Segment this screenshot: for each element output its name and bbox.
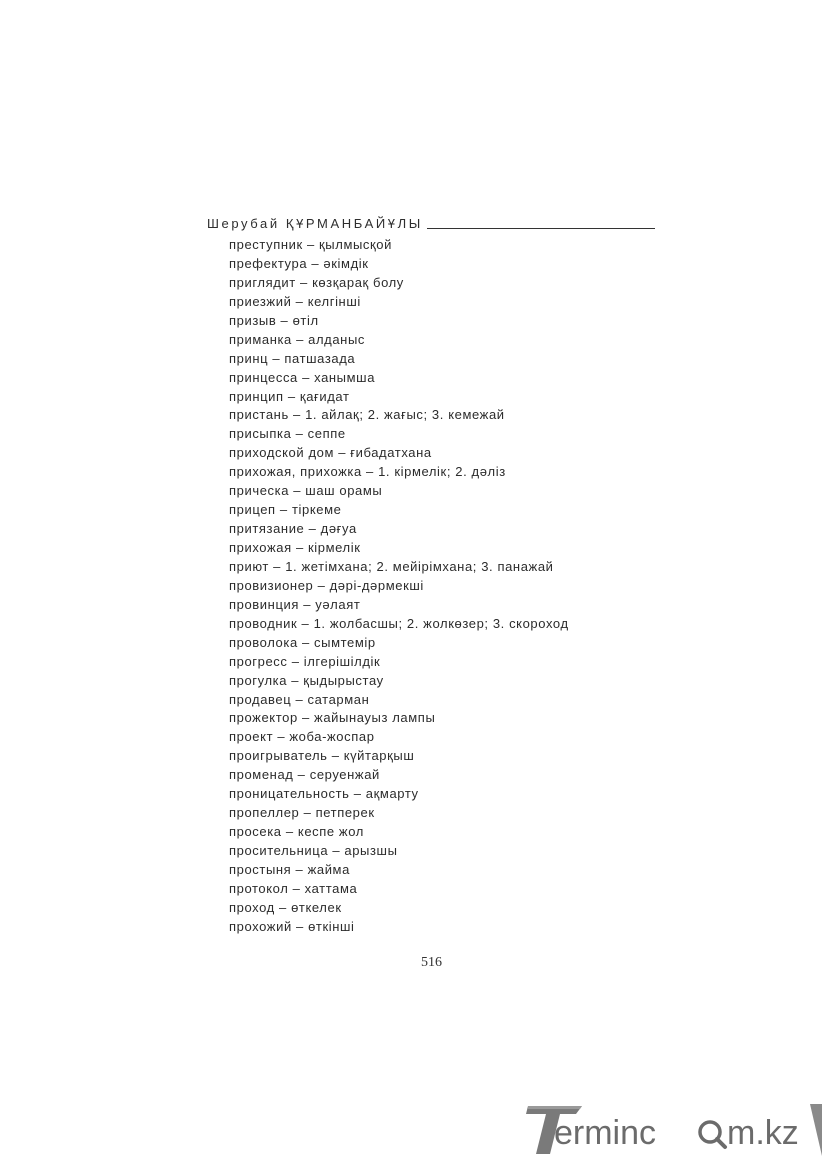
glossary-entry: протокол – хаттама bbox=[229, 880, 358, 896]
glossary-entry: провинция – уәлаят bbox=[229, 596, 361, 612]
glossary-entry: проводник – 1. жолбасшы; 2. жолкөзер; 3. скороход bbox=[229, 615, 569, 631]
glossary-entry: прихожая, прихожка – 1. кірмелік; 2. дәліз bbox=[229, 464, 506, 480]
glossary-entry: приют – 1. жетімхана; 2. мейірімхана; 3. панажай bbox=[229, 558, 554, 574]
glossary-entry: приманка – алданыс bbox=[229, 331, 365, 347]
glossary-entry: принц – патшазада bbox=[229, 350, 356, 366]
glossary-list bbox=[229, 236, 649, 937]
glossary-entry: прохожий – өткінші bbox=[229, 918, 355, 934]
glossary-entry: принцесса – ханымша bbox=[229, 369, 376, 385]
glossary-entry: проект – жоба-жоспар bbox=[229, 729, 375, 745]
glossary-entry: принцип – қағидат bbox=[229, 388, 350, 404]
watermark-logo bbox=[524, 1098, 824, 1160]
glossary-entry: прожектор – жайынауыз лампы bbox=[229, 710, 436, 726]
glossary-entry: проницательность – ақмарту bbox=[229, 786, 419, 802]
glossary-entry: приглядит – көзқарақ болу bbox=[229, 274, 404, 290]
glossary-entry: приходской дом – ғибадатхана bbox=[229, 445, 432, 461]
glossary-entry: приезжий – келгінші bbox=[229, 293, 361, 309]
glossary-entry: прихожая – кірмелік bbox=[229, 540, 361, 555]
header-author: Шерубай ҚҰРМАНБАЙҰЛЫ bbox=[207, 216, 423, 231]
glossary-entry: просека – кеспе жол bbox=[229, 824, 364, 840]
glossary-entry: прогулка – қыдырыстау bbox=[229, 672, 384, 688]
watermark-text: erminc bbox=[554, 1114, 657, 1152]
glossary-entry: проволока – сымтемір bbox=[229, 634, 376, 650]
glossary-entry: пристань – 1. айлақ; 2. жағыс; 3. кемежай bbox=[229, 407, 505, 423]
glossary-entry: простыня – жайма bbox=[229, 861, 350, 877]
magnifier-icon bbox=[700, 1122, 725, 1147]
glossary-entry: преступник – қылмысқой bbox=[229, 237, 392, 252]
glossary-entry: призыв – өтіл bbox=[229, 312, 319, 328]
running-header bbox=[207, 212, 655, 232]
watermark-text: m.kz bbox=[727, 1114, 799, 1152]
glossary-entry: продавец – сатарман bbox=[229, 691, 370, 707]
glossary-entry: префектура – әкімдік bbox=[229, 255, 369, 271]
glossary-entry: просительница – арызшы bbox=[229, 843, 398, 858]
glossary-entry: проход – өткелек bbox=[229, 899, 342, 915]
header-rule bbox=[427, 228, 655, 229]
page-number: 516 bbox=[421, 955, 442, 970]
glossary-entry: провизионер – дәрі-дәрмекші bbox=[229, 577, 424, 593]
glossary-entry: притязание – дәғуа bbox=[229, 521, 357, 537]
termincom-logo-icon bbox=[524, 1098, 824, 1160]
glossary-entry: променад – серуенжай bbox=[229, 767, 380, 783]
glossary-entry: прицеп – тіркеме bbox=[229, 502, 342, 518]
glossary-entry: прогресс – ілгерішілдік bbox=[229, 653, 381, 669]
glossary-entry: пропеллер – петперек bbox=[229, 805, 375, 821]
glossary-entry: проигрыватель – күйтарқыш bbox=[229, 748, 415, 764]
glossary-entry: присыпка – сеппе bbox=[229, 426, 346, 442]
glossary-entry: прическа – шаш орамы bbox=[229, 483, 383, 499]
